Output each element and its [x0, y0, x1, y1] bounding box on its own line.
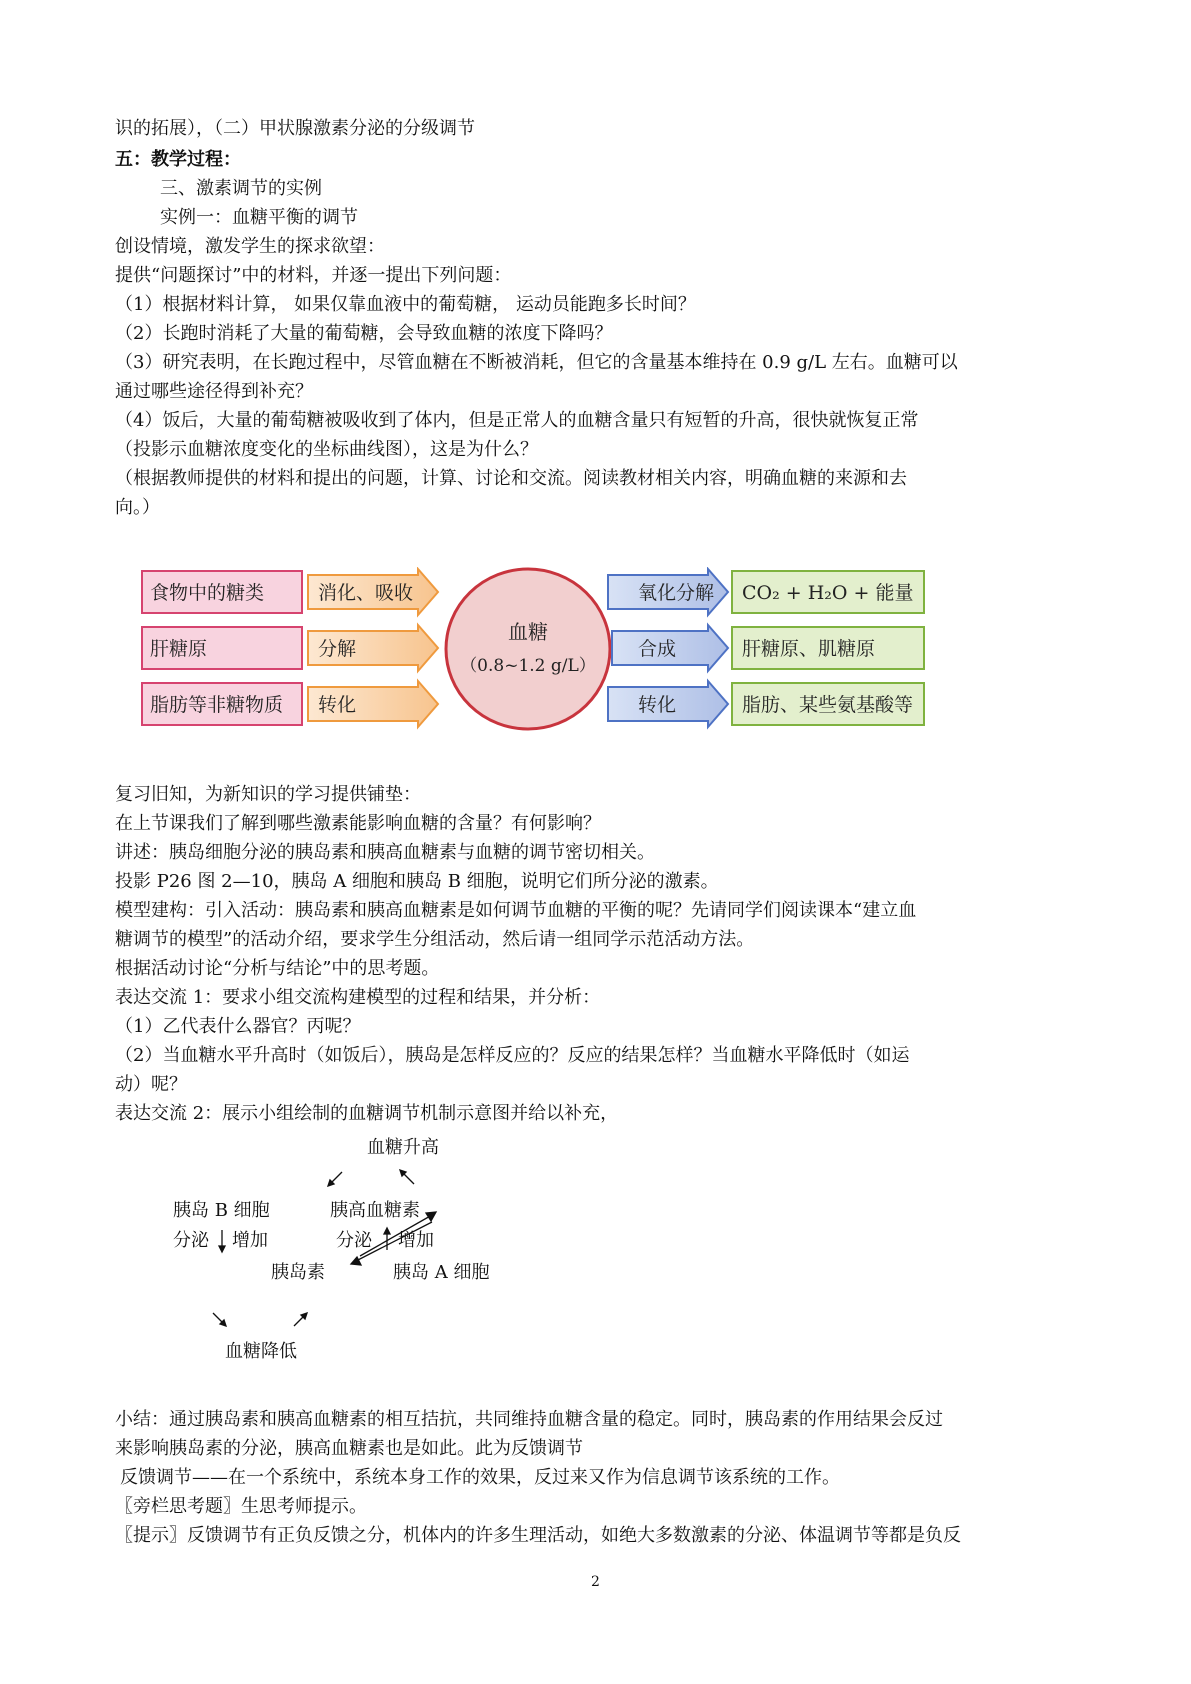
- page-number: 2: [591, 1574, 600, 1590]
- diagram-increase-right: 增加: [398, 1230, 434, 1251]
- diagram-label-bottom: 血糖降低: [225, 1341, 297, 1362]
- question-line: （4）饭后，大量的葡萄糖被吸收到了体内，但是正常人的血糖含量只有短暂的升高，很快就恢复正常: [115, 410, 919, 431]
- sidebar-question-line: 〖旁栏思考题〗生思考师提示。: [115, 1496, 367, 1517]
- diagram-insulin: 胰岛素: [271, 1262, 325, 1283]
- output-label: 合成: [638, 638, 677, 660]
- paragraph-line: 创设情境，激发学生的探求欲望：: [115, 236, 385, 257]
- output-label: 转化: [638, 694, 677, 716]
- paragraph-line: 表达交流 2：展示小组绘制的血糖调节机制示意图并给以补充，: [115, 1103, 619, 1124]
- diagram-increase-left: 增加: [232, 1230, 268, 1251]
- arrow-head: [426, 1212, 436, 1221]
- question-line: （3）研究表明，在长跑过程中，尽管血糖在不断被消耗，但它的含量基本维持在 0.9 g/L 左右。血糖可以: [115, 352, 958, 373]
- paragraph-line: 来影响胰岛素的分泌，胰高血糖素也是如此。此为反馈调节: [115, 1438, 583, 1459]
- subheading: 三、激素调节的实例: [160, 178, 322, 199]
- diagram-secrete-left: 分泌: [173, 1230, 209, 1251]
- question-line: （2）当血糖水平升高时（如饭后），胰岛是怎样反应的？反应的结果怎样？当血糖水平降低时（如运: [115, 1045, 910, 1066]
- question-line: 动）呢？: [115, 1074, 187, 1095]
- result-label: 脂肪、某些氨基酸等: [742, 694, 914, 716]
- diagram-label-top: 血糖升高: [367, 1137, 439, 1158]
- result-label: CO₂ + H₂O + 能量: [742, 582, 914, 604]
- diagram-secrete-right: 分泌: [336, 1230, 372, 1251]
- blood-sugar-range: （0.8~1.2 g/L）: [460, 656, 596, 676]
- hint-line: 〖提示〗反馈调节有正负反馈之分，机体内的许多生理活动，如绝大多数激素的分泌、体温调节等都是负反: [115, 1525, 961, 1546]
- paragraph-line: 识的拓展），（二）甲状腺激素分泌的分级调节: [115, 118, 475, 139]
- source-label: 食物中的糖类: [150, 582, 265, 604]
- input-label: 转化: [318, 694, 357, 716]
- paragraph-line: （根据教师提供的材料和提出的问题，计算、讨论和交流。阅读教材相关内容，明确血糖的来源和去: [115, 468, 907, 489]
- blood-sugar-title: 血糖: [508, 620, 548, 644]
- input-label: 分解: [318, 638, 357, 660]
- paragraph-line: 表达交流 1：要求小组交流构建模型的过程和结果，并分析：: [115, 987, 601, 1008]
- question-line: （1）乙代表什么器官？丙呢？: [115, 1016, 361, 1037]
- paragraph-line: 讲述：胰岛细胞分泌的胰岛素和胰高血糖素与血糖的调节密切相关。: [115, 842, 655, 863]
- arrow-to-glucagon: [360, 1215, 432, 1256]
- paragraph-line: 投影 P26 图 2—10，胰岛 A 细胞和胰岛 B 细胞，说明它们所分泌的激素。: [115, 871, 719, 892]
- source-label: 肝糖原: [150, 638, 208, 660]
- paragraph-line: 小结：通过胰岛素和胰高血糖素的相互拮抗，共同维持血糖含量的稳定。同时，胰岛素的作用结果会反过: [115, 1409, 943, 1430]
- question-line: （1）根据材料计算， 如果仅靠血液中的葡萄糖， 运动员能跑多长时间？: [115, 294, 696, 315]
- arrow-head: [384, 1228, 390, 1234]
- diagram-beta-cell: 胰岛 B 细胞: [173, 1200, 270, 1221]
- paragraph-line: 提供“问题探讨”中的材料，并逐一提出下列问题：: [115, 265, 512, 286]
- input-label: 消化、吸收: [318, 582, 414, 604]
- paragraph-line: 根据活动讨论“分析与结论”中的思考题。: [115, 958, 440, 979]
- paragraph-line: 向。）: [115, 497, 160, 518]
- section-heading: 五：教学过程：: [115, 149, 241, 170]
- source-label: 脂肪等非糖物质: [150, 694, 284, 716]
- paragraph-line: 模型建构：引入活动：胰岛素和胰高血糖素是如何调节血糖的平衡的呢？先请同学们阅读课本“建立血: [115, 900, 917, 921]
- question-line: 通过哪些途径得到补充？: [115, 381, 313, 402]
- subheading: 实例一：血糖平衡的调节: [160, 207, 358, 228]
- question-line: （投影示血糖浓度变化的坐标曲线图），这是为什么？: [115, 439, 538, 460]
- question-line: （2）长跑时消耗了大量的葡萄糖，会导致血糖的浓度下降吗？: [115, 323, 613, 344]
- paragraph-line: 复习旧知，为新知识的学习提供铺垫：: [115, 784, 421, 805]
- arrow-head: [351, 1257, 361, 1265]
- diagram-alpha-cell: 胰岛 A 细胞: [393, 1262, 490, 1283]
- arrow-to-insulin: [356, 1222, 432, 1261]
- diagram-glucagon: 胰高血糖素: [330, 1200, 420, 1221]
- definition-line: 反馈调节——在一个系统中，系统本身工作的效果，反过来又作为信息调节该系统的工作。: [120, 1467, 840, 1488]
- arrow-head: [219, 1246, 225, 1252]
- output-label: 氧化分解: [638, 582, 715, 604]
- paragraph-line: 糖调节的模型”的活动介绍，要求学生分组活动，然后请一组同学示范活动方法。: [115, 929, 755, 950]
- result-label: 肝糖原、肌糖原: [742, 638, 876, 660]
- paragraph-line: 在上节课我们了解到哪些激素能影响血糖的含量？有何影响？: [115, 813, 601, 834]
